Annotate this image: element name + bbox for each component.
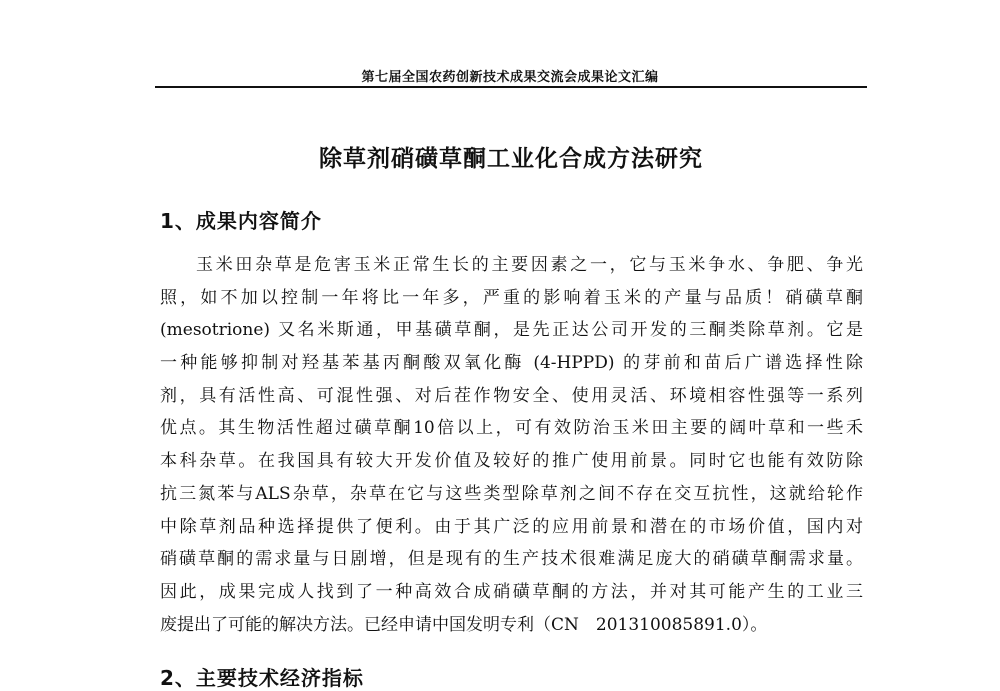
paragraph-line: 照，如不加以控制一年将比一年多，严重的影响着玉米的产量与品质！硝磺草酮 <box>160 287 863 308</box>
paragraph-line: 因此，成果完成人找到了一种高效合成硝磺草酮的方法，并对其可能产生的工业三 <box>160 581 863 602</box>
section-heading-1: 1、成果内容简介 <box>160 209 322 233</box>
paragraph-line: 剂，具有活性高、可混性强、对后茬作物安全、使用灵活、环境相容性强等一系列 <box>160 385 863 406</box>
section-heading-2: 2、主要技术经济指标 <box>160 666 364 690</box>
paragraph-line: 硝磺草酮的需求量与日剧增，但是现有的生产技术很难满足庞大的硝磺草酮需求量。 <box>160 549 863 570</box>
paragraph-line: (mesotrione) 又名米斯通，甲基磺草酮，是先正达公司开发的三酮类除草剂。它是 <box>160 320 863 341</box>
paragraph-line: 一种能够抑制对羟基苯基丙酮酸双氧化酶 (4-HPPD) 的芽前和苗后广谱选择性除 <box>160 353 863 374</box>
paragraph-line: 本科杂草。在我国具有较大开发价值及较好的推广使用前景。同时它也能有效防除 <box>160 451 863 472</box>
section-1-paragraph <box>160 249 863 641</box>
paragraph-line: 废提出了可能的解决方法。已经申请中国发明专利（CN 201310085891.0）。 <box>160 614 768 635</box>
paragraph-line: 优点。其生物活性超过磺草酮10倍以上，可有效防治玉米田主要的阔叶草和一些禾 <box>160 418 863 439</box>
running-header: 第七届全国农药创新技术成果交流会成果论文汇编 <box>361 70 659 85</box>
paragraph-line: 中除草剂品种选择提供了便利。由于其广泛的应用前景和潜在的市场价值，国内对 <box>160 516 863 537</box>
paragraph-line: 玉米田杂草是危害玉米正常生长的主要因素之一，它与玉米争水、争肥、争光 <box>196 255 863 275</box>
paragraph-line: 抗三氮苯与ALS杂草，杂草在它与这些类型除草剂之间不存在交互抗性，这就给轮作 <box>160 483 863 504</box>
header-rule <box>155 86 867 88</box>
paper-title: 除草剂硝磺草酮工业化合成方法研究 <box>319 146 703 172</box>
